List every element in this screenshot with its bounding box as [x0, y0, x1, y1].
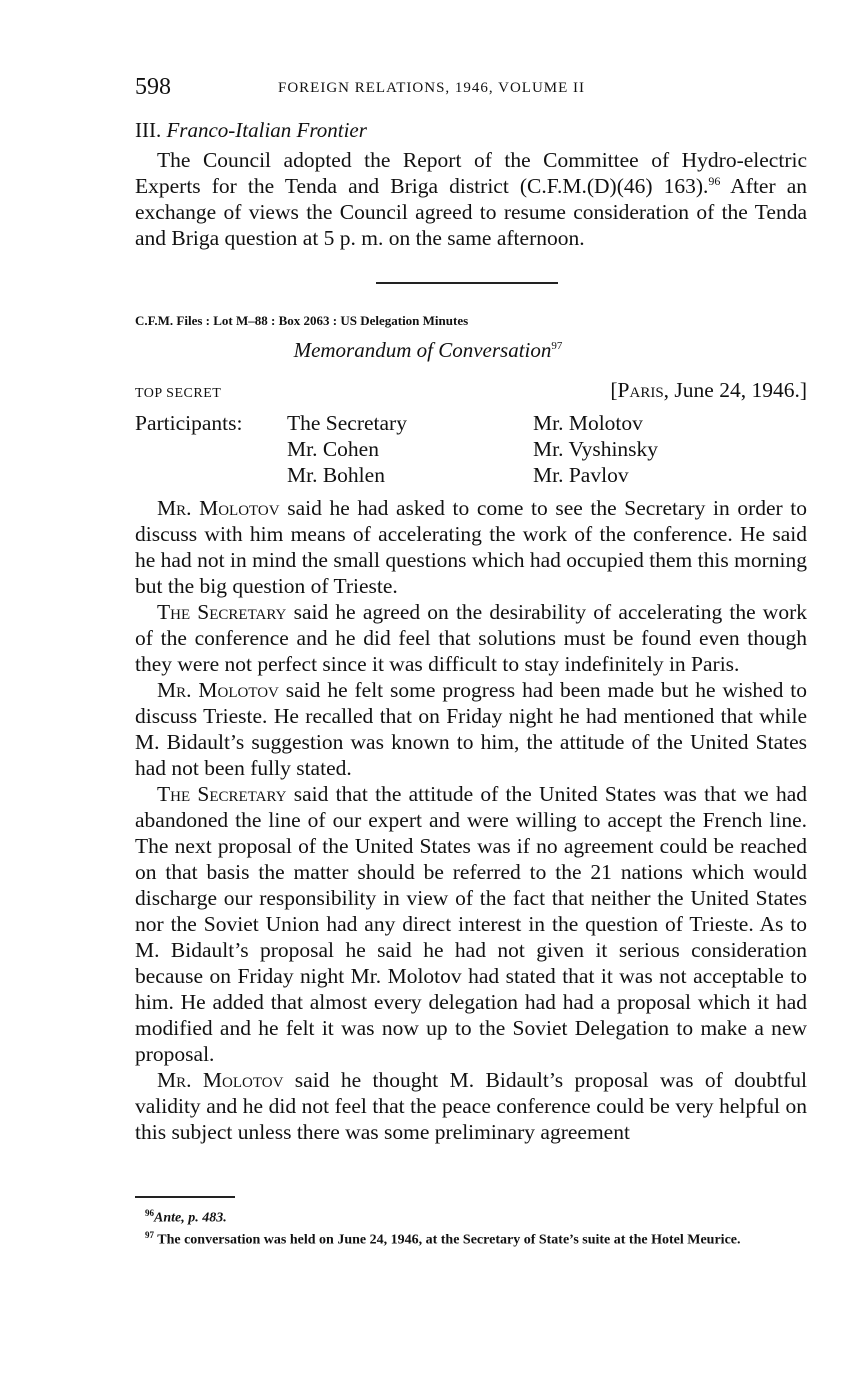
speaker: Mr. Molotov — [157, 496, 280, 520]
paragraph — [135, 677, 807, 781]
dateline — [610, 378, 807, 403]
classification-label: TOP SECRET — [135, 386, 222, 401]
paragraph-text: said he agreed on the desirability of accelerating the work of the conference and he did feel that solutions must be found even though they were not perfect since it was difficult to stay indefinitely in Paris. — [135, 600, 807, 676]
dateline-date: , June 24, 1946.] — [663, 378, 807, 402]
speaker: The Secretary — [157, 782, 287, 806]
paragraph-text: said he had asked to come to see the Secretary in order to discuss with him means of accelerating the work of the conference. He said he had not in mind the small questions which had occupied them this morning but the big question of Trieste. — [135, 496, 808, 598]
paragraph — [135, 495, 807, 599]
memo-title-text: Memorandum of Conversation — [293, 338, 552, 362]
participant: The Secretary — [287, 411, 407, 435]
participant: Mr. Molotov — [533, 411, 643, 435]
dateline-city: Paris — [617, 378, 664, 402]
footnote-text: Ante, p. 483. — [154, 1210, 227, 1226]
footnotes — [135, 1205, 807, 1248]
paragraph — [135, 599, 807, 677]
footnote-number: 97 — [145, 1229, 154, 1240]
section-divider — [376, 282, 558, 284]
paragraph-text: said that the attitude of the United States was that we had abandoned the line of our expert and were willing to accept the French line. The next proposal of the United States was if no agreement could be reached on that basis the matter should be referred to the 21 nations which would discharge our responsibility in view of the fact that neither the United States nor the Soviet Union had any direct interest in the question of Trieste. As to M. Bidault’s proposal he said he had not given it serious consideration because on Friday night Mr. Molotov had stated that it was not acceptable to him. He added that almost every delegation had had a proposal which it had modified and he felt it was now up to the Soviet Delegation to make a new proposal. — [135, 782, 807, 1066]
intro-paragraph — [135, 147, 807, 251]
footnote-number: 96 — [145, 1208, 154, 1218]
participants-label: Participants: — [135, 411, 243, 435]
speaker: The Secretary — [157, 600, 287, 624]
memo-title — [0, 338, 856, 363]
memo-body — [135, 495, 807, 1145]
participants-us — [287, 410, 407, 488]
intro-text-1: The Council adopted the Report of the Committee of Hydro-electric Experts for the Tenda and Briga district (C.F.M.(D)(46) 163). — [135, 148, 807, 198]
participant: Mr. Vyshinsky — [533, 437, 659, 461]
participants-soviet — [533, 410, 658, 488]
paragraph — [135, 1067, 807, 1145]
participant: Mr. Cohen — [287, 437, 379, 461]
paragraph-text: said he felt some progress had been made but he wished to discuss Trieste. He recalled that on Friday night he had mentioned that while M. Bidault’s suggestion was known to him, the attitude of the United States had not been fully stated. — [135, 678, 808, 780]
speaker: Mr. Molotov — [157, 678, 279, 702]
dateline-bracket: [ — [610, 378, 618, 402]
footnote-divider — [135, 1196, 235, 1198]
running-title: FOREIGN RELATIONS, 1946, VOLUME II — [278, 80, 586, 96]
footnote-text: The conversation was held on June 24, 1946, at the Secretary of State’s suite at the Hotel Meurice. — [157, 1232, 741, 1248]
footnote-marker-97: 97 — [551, 340, 563, 352]
section-title: Franco-Italian Frontier — [166, 118, 367, 142]
footnote — [135, 1227, 807, 1249]
participant: Mr. Bohlen — [287, 463, 385, 487]
paragraph — [135, 781, 807, 1067]
section-heading — [135, 118, 367, 143]
footnote-marker-96: 96 — [708, 173, 721, 188]
participant: Mr. Pavlov — [533, 463, 629, 487]
paragraph-text: said he thought M. Bidault’s proposal was of doubtful validity and he did not feel that the peace conference could be very helpful on this subject unless there was some preliminary agreement — [135, 1068, 807, 1144]
section-numeral: III. — [135, 118, 162, 142]
speaker: Mr. Molotov — [157, 1068, 284, 1092]
intro-text-2: After an exchange of views the Council agreed to resume consideration of the Tenda and Briga question at 5 p. m. on the same afternoon. — [135, 174, 808, 250]
source-citation: C.F.M. Files : Lot M–88 : Box 2063 : US Delegation Minutes — [135, 313, 469, 328]
page-number: 598 — [135, 74, 171, 100]
footnote — [135, 1205, 807, 1227]
